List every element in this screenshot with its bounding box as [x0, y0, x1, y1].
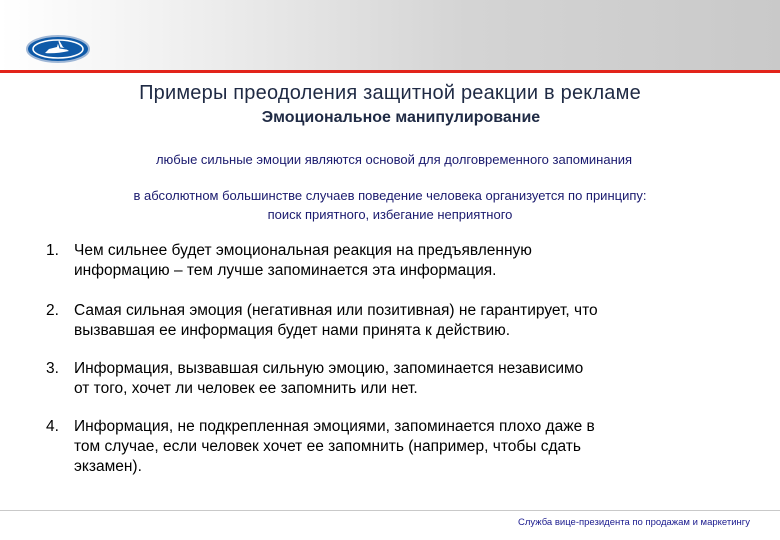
- slide-subtitle: Эмоциональное манипулирование: [261, 109, 541, 126]
- list-item-4: [46, 417, 595, 477]
- list-item-text: том случае, если человек хочет ее запомнить (например, чтобы сдать: [74, 438, 581, 455]
- footer-divider: [0, 510, 780, 511]
- list-item-number: 4.: [46, 418, 59, 435]
- intro-line: любые сильные эмоции являются основой для долговременного запоминания: [155, 152, 633, 167]
- lada-boat-logo-icon: [25, 34, 91, 64]
- list-item-text: Чем сильнее будет эмоциональная реакция на предъявленную: [74, 242, 532, 259]
- list-item-text: Информация, вызвавшая сильную эмоцию, запоминается независимо: [74, 360, 584, 377]
- principle-line-a: в абсолютном большинстве случаев поведение человека организуется по принципу:: [133, 188, 647, 203]
- list-item-number: 2.: [46, 302, 59, 319]
- list-item-text: Информация, не подкрепленная эмоциями, запоминается плохо даже в: [74, 418, 595, 435]
- header-band: [0, 0, 780, 70]
- list-item-text: от того, хочет ли человек ее запомнить или нет.: [74, 380, 418, 397]
- list-item-text: информацию – тем лучше запоминается эта информация.: [74, 262, 497, 279]
- list-item-text: вызвавшая ее информация будет нами принята к действию.: [74, 322, 511, 339]
- header-red-line: [0, 70, 780, 73]
- list-item-1: [46, 241, 532, 281]
- list-item-2: [46, 301, 598, 341]
- principle-line-b: поиск приятного, избегание неприятного: [267, 207, 513, 222]
- slide-title: Примеры преодоления защитной реакции в рекламе: [139, 82, 641, 104]
- list-item-text: Самая сильная эмоция (негативная или позитивная) не гарантирует, что: [74, 302, 598, 319]
- list-item-text: экзамен).: [74, 458, 142, 475]
- list-item-3: [46, 359, 583, 399]
- footer-text: Служба вице-президента по продажам и маркетингу: [517, 517, 750, 528]
- list-item-number: 1.: [46, 242, 59, 259]
- principle-line: [0, 186, 780, 224]
- list-item-number: 3.: [46, 360, 59, 377]
